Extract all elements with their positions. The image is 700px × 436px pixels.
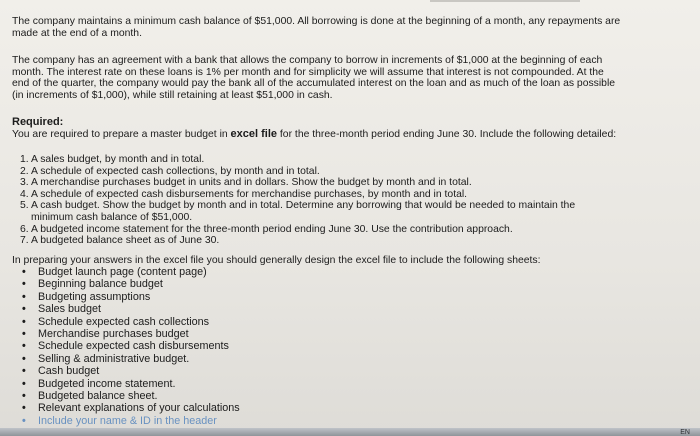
list-item: 5. A cash budget. Show the budget by month and in total. Determine any borrowing that would be needed to maintain the xyxy=(20,200,576,212)
list-item: • Relevant explanations of your calculations xyxy=(22,402,240,415)
list-item: • Merchandise purchases budget xyxy=(22,328,189,341)
list-item: • Beginning balance budget xyxy=(22,278,163,291)
list-item: • Budget launch page (content page) xyxy=(22,266,207,278)
text-line: The company has an agreement with a bank that allows the company to borrow in increments of $1,000 at the beginning of each xyxy=(12,55,603,66)
bullet-icon: • xyxy=(22,377,26,390)
bullet-icon: • xyxy=(22,266,26,278)
list-item: 2. A schedule of expected cash collections, by month and in total. xyxy=(20,165,320,177)
paragraph-bank-agreement xyxy=(12,55,615,101)
bullet-icon: • xyxy=(22,352,26,365)
text-line: The company maintains a minimum cash balance of $51,000. All borrowing is done at the beginning of a month, any repayments are xyxy=(12,16,621,27)
list-item: 6. A budgeted income statement for the three-month period ending June 30. Use the contribution approach. xyxy=(20,223,513,235)
required-heading: Required: xyxy=(12,116,64,128)
bullet-icon: • xyxy=(22,290,26,303)
list-item: • Budgeted balance sheet. xyxy=(22,390,158,403)
bullet-icon: • xyxy=(22,315,26,328)
paragraph-min-cash xyxy=(12,16,620,39)
required-intro: You are required to prepare a master budget in excel file for the three-month period ending June 30. Include the following detailed: xyxy=(12,127,617,140)
list-item: 3. A merchandise purchases budget in units and in dollars. Show the budget by month and in total. xyxy=(20,177,472,189)
bullet-icon: • xyxy=(22,340,26,353)
bullet-icon: • xyxy=(22,303,26,316)
taskbar xyxy=(0,428,700,436)
bullet-icon: • xyxy=(22,414,26,427)
bullet-icon: • xyxy=(22,365,26,378)
list-item: • Sales budget xyxy=(22,303,102,316)
cut-off-line: • Include your name & ID in the header xyxy=(22,414,217,427)
top-divider xyxy=(430,0,580,2)
language-indicator: EN xyxy=(680,429,690,436)
bullet-icon: • xyxy=(22,278,26,291)
text-line: month. The interest rate on these loans is 1% per month and for simplicity we will assume that interest is not compounded. At the xyxy=(12,66,604,78)
list-item: 7. A budgeted balance sheet as of June 30. xyxy=(20,235,220,247)
list-item: • Schedule expected cash collections xyxy=(22,315,210,328)
list-item: • Budgeted income statement. xyxy=(22,377,176,390)
text-line: (in increments of $1,000), while still retaining at least $51,000 in cash. xyxy=(12,89,333,101)
bullet-icon: • xyxy=(22,402,26,415)
list-item: • Selling & administrative budget. xyxy=(22,352,190,365)
list-item: 4. A schedule of expected cash disbursements for merchandise purchases, by month and in total. xyxy=(20,188,468,200)
sheets-bullet-list xyxy=(22,266,240,427)
numbered-list xyxy=(20,154,575,247)
text-line: end of the quarter, the company would pay the bank all of the accumulated interest on the loan and as much of the loan as possible xyxy=(12,78,616,90)
list-item: 1. A sales budget, by month and in total. xyxy=(20,154,205,165)
list-item: • Schedule expected cash disbursements xyxy=(22,340,229,353)
required-section xyxy=(12,117,616,140)
text-line: made at the end of a month. xyxy=(12,27,142,39)
list-item-continued: minimum cash balance of $51,000. xyxy=(31,211,193,223)
bullet-icon: • xyxy=(22,328,26,341)
preparing-instructions: In preparing your answers in the excel file you should generally design the excel file to include the following sheets: xyxy=(12,255,541,266)
list-item: • Cash budget xyxy=(22,365,100,378)
list-item: • Budgeting assumptions xyxy=(22,290,151,303)
bullet-icon: • xyxy=(22,390,26,403)
